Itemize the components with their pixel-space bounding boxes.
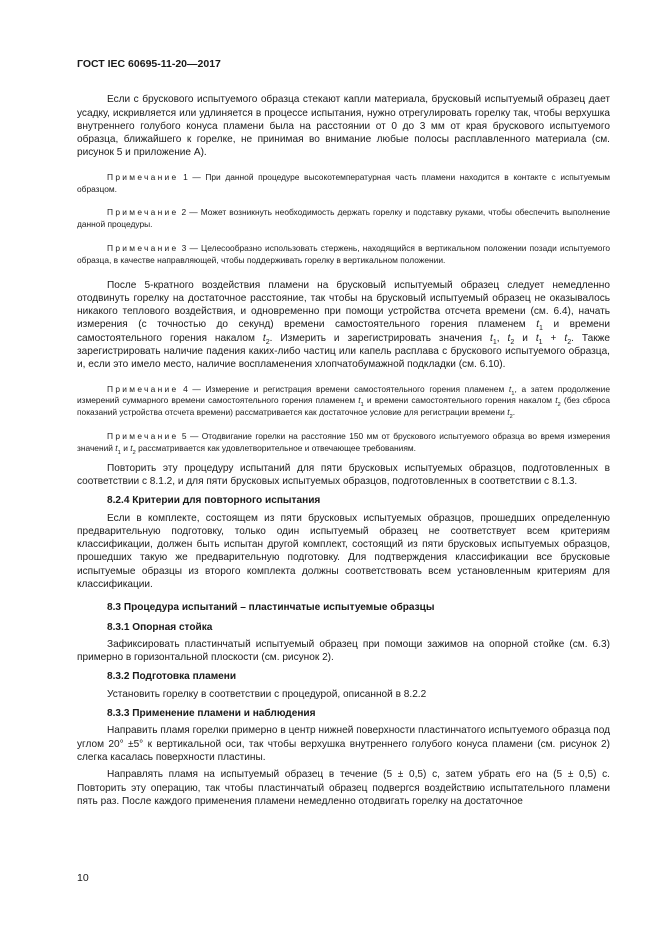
conjunction: и bbox=[514, 332, 536, 344]
heading-8-3-2: 8.3.2 Подготовка пламени bbox=[107, 671, 237, 683]
symbol-t: t bbox=[508, 383, 512, 394]
paragraph-flame-application: Направлять пламя на испытуемый образец в течение (5 ± 0,5) с, затем убрать его на (5 ± 0,5) с. Повторить эту операцию, так чтобы пластинчатый образец подвергся воздействию испытательного пламени пять раз. После каждого применения пламени немедленно отодвигать горелку на достаточное bbox=[77, 769, 610, 807]
conjunction: и bbox=[120, 442, 131, 453]
subscript: 2 bbox=[265, 338, 270, 346]
paragraph-flame-direction: Направить пламя горелки примерно в центр нижней поверхности пластинчатого испытуемого образца под углом 20° ±5° к вертикальной оси, так чтобы верхушка внутреннего голубого конуса пламени (см. рисунок 2) слегка касалась поверхности пластины. bbox=[77, 725, 610, 763]
paragraph-dripping: Если с брускового испытуемого образца стекают капли материала, брусковый испытуемый образец дает усадку, искривляется или удлиняется в процессе испытания, нужно отрегулировать горелку так, чтобы верхушка внутреннего голубого конуса пламени была на расстоянии от 0 до 3 мм от края брускового испытуемого образца, ближайшего к горелке, не принимая во внимание любые полосы расплавленного материала (см. рисунок 5 и приложение А). bbox=[77, 94, 610, 159]
symbol-t: t bbox=[564, 332, 568, 344]
heading-8-3-1: 8.3.1 Опорная стойка bbox=[107, 621, 213, 633]
heading-8-2-4: 8.2.4 Критерии для повторного испытания bbox=[107, 495, 321, 507]
note-label: Примечание bbox=[107, 242, 179, 253]
note-4 bbox=[77, 384, 610, 419]
symbol-t: t bbox=[536, 319, 540, 331]
note-text: рассматривается как удовлетворительное и отвечающее требованиям. bbox=[135, 442, 416, 453]
note-label: Примечание bbox=[107, 431, 179, 442]
symbol-t: t bbox=[262, 332, 266, 344]
symbol-t: t bbox=[555, 395, 558, 406]
subscript: 2 bbox=[557, 402, 561, 409]
note-label: Примечание bbox=[107, 383, 179, 394]
note-3 bbox=[77, 243, 610, 267]
note-label: Примечание bbox=[107, 171, 179, 182]
subscript: 2 bbox=[567, 338, 572, 346]
subscript: 1 bbox=[492, 338, 497, 346]
note-text: , а затем продолжение измерений суммарного времени самостоятельного горения пламенем bbox=[77, 383, 610, 406]
note-text: и времени самостоятельного горения накалом bbox=[363, 395, 556, 406]
text-run: . Измерить и зарегистрировать значения bbox=[269, 332, 491, 344]
symbol-t: t bbox=[130, 442, 133, 453]
text-run: . Также зарегистрировать наличие падения каких-либо частиц или капель расплава с брускового испытуемого образца, и, если это имело место, наличие воспламенения хлопчатобумажной подкладки (см. 6.10). bbox=[77, 332, 611, 371]
document-header: ГОСТ IEC 60695-11-20—2017 bbox=[77, 58, 221, 70]
note-text: (без сброса показаний устройства отсчета времени) рассматривается как достаточное условие для регистрации времени bbox=[77, 395, 610, 418]
symbol-t: t bbox=[115, 442, 118, 453]
symbol-t: t bbox=[490, 332, 493, 344]
note-label: Примечание bbox=[107, 207, 179, 218]
note-text: 1 — При данной процедуре высокотемпературная часть пламени находится в контакте с испытуемым образцом. bbox=[77, 171, 610, 194]
subscript: 1 bbox=[539, 325, 543, 333]
paragraph-repeat: Повторить эту процедуру испытаний для пяти брусковых испытуемых образцов, подготовленных в соответствии с 8.1.2, и для пяти брусковых испытуемых образцов, подготовленных в соответствии с 8.1.3. bbox=[77, 462, 610, 487]
symbol-t: t bbox=[535, 332, 539, 344]
separator: , bbox=[496, 332, 508, 344]
symbol-t: t bbox=[358, 395, 361, 406]
note-text: 5 — Отодвигание горелки на расстояние 150 мм от брускового испытуемого образца во время измерения значений bbox=[77, 431, 610, 453]
text-run: и времени самостоятельного горения накалом bbox=[77, 319, 610, 344]
symbol-t: t bbox=[507, 332, 511, 344]
subscript: 1 bbox=[538, 338, 543, 346]
page-number: 10 bbox=[77, 872, 89, 884]
note-text: 2 — Может возникнуть необходимость держать горелку и подставку руками, чтобы обеспечить выполнение данной процедуры. bbox=[77, 207, 610, 230]
text-run: После 5-кратного воздействия пламени на брусковый испытуемый образец следует немедленно отодвинуть горелку на достаточное расстояние, так чтобы на брусковый испытуемый образец не оказывалось никакого теплового воздействия, и одновременно при помощи устройства отсчета времени (см. 6.4), начать измерения (с точностью до секунд) времени самостоятельного горения пламенем bbox=[77, 279, 610, 331]
subscript: 2 bbox=[509, 414, 513, 421]
heading-8-3-3: 8.3.3 Применение пламени и наблюдения bbox=[107, 708, 316, 720]
note-text: 4 — Измерение и регистрация времени самостоятельного горения пламенем bbox=[178, 383, 509, 394]
subscript: 2 bbox=[510, 338, 515, 346]
subscript: 1 bbox=[511, 390, 515, 397]
note-text: 3 — Целесообразно использовать стержень, находящийся в вертикальном положении позади испытуемого образца, в качестве направляющей, чтобы поддерживать горелку в вертикальном положении. bbox=[77, 242, 610, 265]
paragraph-retest: Если в комплекте, состоящем из пяти брусковых испытуемых образцов, прошедших определенную предварительную подготовку, только один испытуемый образец не соответствует всем критериям классификации, должен быть испытан другой комплект, состоящий из пяти брусковых испытуемых образцов, прошедших такую же предварительную подготовку. Для подтверждения классификации все брусковые испытуемые образцы из второго комплекта должны соответствовать всем установленным критериям для классификации. bbox=[77, 512, 610, 590]
paragraph-support: Зафиксировать пластинчатый испытуемый образец при помощи зажимов на опорной стойке (см. 6.3) примерно в горизонтальной плоскости (см. рисунок 2). bbox=[77, 638, 610, 664]
note-1 bbox=[77, 172, 610, 196]
paragraph-afterflame bbox=[77, 279, 610, 372]
plus-sign: + bbox=[542, 332, 565, 344]
subscript: 1 bbox=[360, 402, 364, 409]
subscript: 1 bbox=[117, 449, 121, 456]
note-2 bbox=[77, 207, 610, 231]
heading-8-3: 8.3 Процедура испытаний – пластинчатые испытуемые образцы bbox=[107, 602, 435, 614]
symbol-t: t bbox=[507, 407, 510, 418]
note-text: . bbox=[512, 407, 516, 418]
note-5 bbox=[77, 431, 610, 455]
paragraph-flame-prep: Установить горелку в соответствии с процедурой, описанной в 8.2.2 bbox=[107, 688, 427, 700]
subscript: 2 bbox=[132, 449, 136, 456]
